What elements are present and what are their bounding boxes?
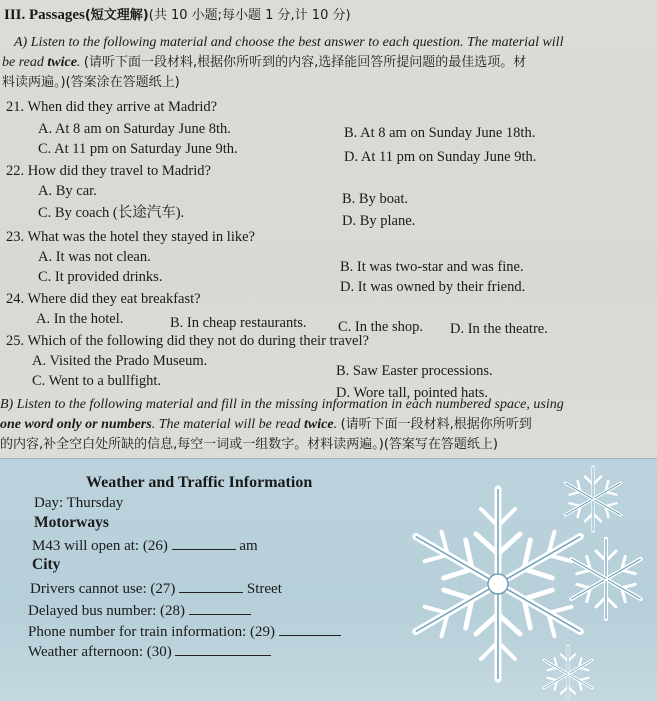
info-drivers-label: Drivers cannot use: (27) xyxy=(30,581,176,597)
info-day: Day: Thursday xyxy=(34,495,124,511)
info-m43-line xyxy=(32,537,258,555)
q24-option-b: B. In cheap restaurants. xyxy=(170,315,307,331)
q21-option-c: C. At 11 pm on Saturday June 9th. xyxy=(38,141,238,157)
top-snowflake xyxy=(561,467,624,531)
part-a-instruction-line3 xyxy=(2,74,180,92)
info-m43-unit: am xyxy=(239,538,258,554)
info-phone-label: Phone number for train information: (29) xyxy=(28,624,276,640)
blank-29[interactable] xyxy=(279,623,341,636)
q22-option-a: A. By car. xyxy=(38,183,97,199)
part-a-instr-text2: . xyxy=(76,55,84,70)
info-drivers-line xyxy=(30,580,282,598)
info-city-heading: City xyxy=(32,556,61,573)
part-b-instr-cn2: 的内容,补全空白处所缺的信息,每空一词或一组数字。材料读两遍。)(答案写在答题纸上) xyxy=(0,437,498,452)
part-b-instruction-line1: B) Listen to the following material and fill in the missing information in each numbered space, using xyxy=(0,397,564,412)
blank-28[interactable] xyxy=(189,602,251,615)
q21-option-a: A. At 8 am on Saturday June 8th. xyxy=(38,121,231,137)
q25-option-c: C. Went to a bullfight. xyxy=(32,373,162,389)
part-b-instr-text: . The material will be read xyxy=(151,417,305,432)
section-title xyxy=(4,6,351,25)
q24-option-a: A. In the hotel. xyxy=(36,311,124,327)
part-b-instr-bold: one word only or numbers xyxy=(0,417,152,432)
info-phone-line xyxy=(28,623,341,641)
part-b-instruction-line3 xyxy=(0,436,498,454)
part-b-instr-cn: (请听下面一段材料,根据你所听到 xyxy=(340,417,532,432)
part-a-instr-bold: twice xyxy=(47,55,77,70)
q22-option-d: D. By plane. xyxy=(342,213,416,229)
q22-option-c: C. By coach (长途汽车). xyxy=(38,205,185,221)
info-weather-label: Weather afternoon: (30) xyxy=(28,644,172,660)
part-b-instr-bold2: twice xyxy=(304,417,334,432)
part-a-instr-cn2: 料读两遍。)(答案涂在答题纸上) xyxy=(2,75,180,90)
q23-option-d: D. It was owned by their friend. xyxy=(340,279,526,295)
q23-option-c: C. It provided drinks. xyxy=(38,269,163,285)
bottom-snowflake xyxy=(540,646,595,701)
part-a-instr-text: be read xyxy=(2,55,48,70)
info-bus-label: Delayed bus number: (28) xyxy=(28,603,186,619)
info-bus-line xyxy=(28,602,251,620)
large-snowflake xyxy=(405,489,592,679)
question-22: 22. How did they travel to Madrid? xyxy=(6,163,211,179)
question-24: 24. Where did they eat breakfast? xyxy=(6,291,201,307)
info-m43-label: M43 will open at: (26) xyxy=(32,538,168,554)
part-a-instruction-line2 xyxy=(2,54,526,72)
blank-26[interactable] xyxy=(172,537,236,550)
small-snowflake xyxy=(566,539,645,619)
q25-option-a: A. Visited the Prado Museum. xyxy=(32,353,208,369)
question-25: 25. Which of the following did they not do during their travel? xyxy=(6,333,369,349)
part-a-instr-cn: (请听下面一段材料,根据你所听到的内容,选择能回答所提问题的最佳选项。材 xyxy=(83,55,527,70)
question-21: 21. When did they arrive at Madrid? xyxy=(6,99,218,115)
section-title-rest: (共 10 小题;每小题 1 分,计 10 分) xyxy=(148,8,351,23)
weather-traffic-info-box xyxy=(0,458,657,701)
snowflake-illustration xyxy=(388,459,657,701)
info-motorways-heading: Motorways xyxy=(34,514,109,531)
question-23: 23. What was the hotel they stayed in like? xyxy=(6,229,255,245)
info-title: Weather and Traffic Information xyxy=(86,474,313,491)
part-b-instruction-line2 xyxy=(0,416,532,434)
q24-option-d: D. In the theatre. xyxy=(450,321,548,337)
info-weather-line xyxy=(28,643,271,661)
info-drivers-unit: Street xyxy=(246,581,282,597)
q25-option-d: D. Wore tall, pointed hats. xyxy=(336,385,488,401)
section-title-bold: III. Passages xyxy=(4,7,85,23)
q21-option-b: B. At 8 am on Sunday June 18th. xyxy=(344,125,536,141)
q22-option-b: B. By boat. xyxy=(342,191,409,207)
q24-option-c: C. In the shop. xyxy=(338,319,423,335)
section-title-cn: (短文理解) xyxy=(84,8,149,23)
q25-option-b: B. Saw Easter processions. xyxy=(336,363,493,379)
blank-27[interactable] xyxy=(179,580,243,593)
part-a-instruction-line1: A) Listen to the following material and choose the best answer to each question. The material will xyxy=(14,35,564,50)
q23-option-a: A. It was not clean. xyxy=(38,249,151,265)
blank-30[interactable] xyxy=(175,643,271,656)
q21-option-d: D. At 11 pm on Sunday June 9th. xyxy=(344,149,537,165)
q23-option-b: B. It was two-star and was fine. xyxy=(340,259,524,275)
part-b-instr-text2: . xyxy=(333,417,341,432)
